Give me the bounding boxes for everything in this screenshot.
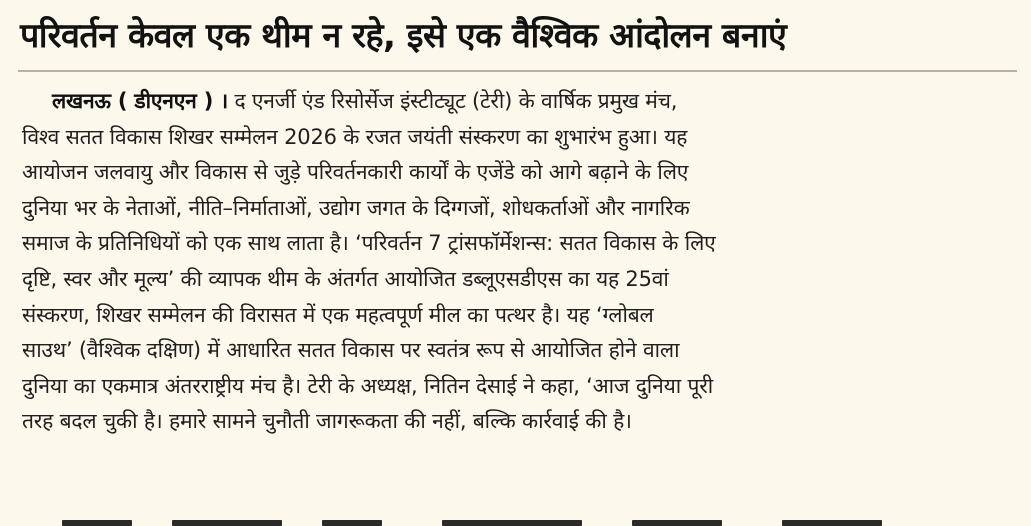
- body-line-5: समाज के प्रतिनिधियों को एक साथ लाता है। ‘परिवर्तन 7 ट्रांसफॉर्मेशन्स: सतत विकास के लिए: [22, 231, 716, 256]
- dateline: लखनऊ ( डीएनएन ) ।: [52, 89, 228, 113]
- body-line-1-text: द एनर्जी एंड रिसोर्सेज इंस्टीट्यूट (टेरी) के वार्षिक प्रमुख मंच,: [227, 89, 678, 113]
- cropped-text-fragment: [782, 520, 882, 526]
- cropped-text-fragment: [322, 520, 382, 526]
- body-line-2: विश्व सतत विकास शिखर सम्मेलन 2026 के रजत जयंती संस्करण का शुभारंभ हुआ। यह: [22, 124, 688, 149]
- cropped-text-fragment: [442, 520, 582, 526]
- article-body: [22, 84, 1024, 440]
- body-line-3: आयोजन जलवायु और विकास से जुड़े परिवर्तनकारी कार्यों के एजेंडे को आगे बढ़ाने के लिए: [22, 160, 689, 185]
- body-line-8: साउथ’ (वैश्विक दक्षिण) में आधारित सतत विकास पर स्वतंत्र रूप से आयोजित होने वाला: [22, 338, 680, 363]
- cropped-text-fragment: [632, 520, 722, 526]
- cropped-text-fragment: [62, 520, 132, 526]
- body-line-4: दुनिया भर के नेताओं, नीति–निर्माताओं, उद्योग जगत के दिग्गजों, शोधकर्ताओं और नागरिक: [22, 195, 690, 220]
- cropped-next-line: [22, 516, 902, 526]
- cropped-text-fragment: [172, 520, 282, 526]
- body-line-1: [22, 84, 1024, 120]
- body-line-10: तरह बदल चुकी है। हमारे सामने चुनौती जागरूकता की नहीं, बल्कि कार्रवाई की है।: [22, 409, 632, 434]
- body-line-7: संस्करण, शिखर सम्मेलन की विरासत में एक महत्वपूर्ण मील का पत्थर है। यह ‘ग्लोबल: [22, 302, 654, 327]
- article-headline: परिवर्तन केवल एक थीम न रहे, इसे एक वैश्विक आंदोलन बनाएं: [20, 16, 787, 56]
- body-line-9: दुनिया का एकमात्र अंतरराष्ट्रीय मंच है। टेरी के अध्यक्ष, नितिन देसाई ने कहा, ‘आज दुनिया पूरी: [22, 373, 714, 398]
- body-line-6: दृष्टि, स्वर और मूल्य’ की व्यापक थीम के अंतर्गत आयोजित डब्लूएसडीएस का यह 25वां: [22, 266, 669, 291]
- headline-divider: [18, 70, 1017, 72]
